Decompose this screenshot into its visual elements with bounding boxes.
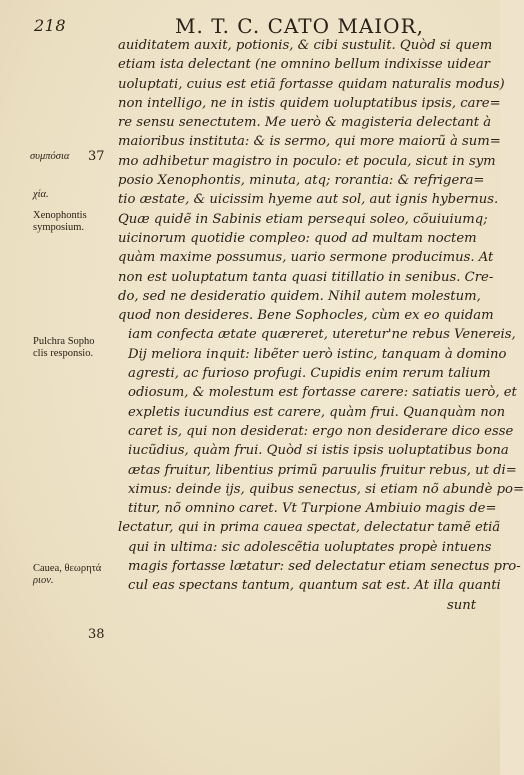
text-line: titur, nõ omnino caret. Vt Turpione Ambiuio magis de= bbox=[128, 501, 497, 517]
margin-number-37: 37 bbox=[88, 149, 105, 164]
text-line: quàm maxime possumus, uario sermone producimus. At bbox=[118, 250, 494, 266]
text-line: maioribus instituta: & is sermo, qui more maiorũ à sum= bbox=[118, 134, 501, 150]
text-line: qui in ultima: sic adolescẽtia uoluptates propè intuens bbox=[128, 539, 492, 555]
text-line: expletis iucundius est carere, quàm frui. Quanquàm non bbox=[128, 404, 506, 420]
text-line: ximus: deinde ijs, quibus senectus, si etiam nõ abundè po= bbox=[128, 481, 524, 497]
text-line: auiditatem auxit, potionis, & cibi sustulit. Quòd si quem bbox=[118, 38, 493, 53]
margin-note-cauea bbox=[33, 563, 101, 587]
text-line: quod non desideres. Bene Sophocles, cùm ex eo quidam bbox=[118, 308, 494, 324]
text-line: uicinorum quotidie compleo: quod ad multam noctem bbox=[118, 230, 477, 246]
text-line: lectatur, qui in prima cauea spectat, delectatur tamẽ etiã bbox=[118, 520, 501, 536]
text-line: Dij meliora inquit: libẽter uerò istinc, tanquam à domino bbox=[128, 346, 507, 362]
text-line: etiam ista delectant (ne omnino bellum indixisse uidear bbox=[118, 57, 490, 73]
text-line: posio Xenophontis, minuta, atq; rorantia: & refrigera= bbox=[118, 173, 485, 189]
text-line: re sensu senectutem. Me uerò & magisteria delectant à bbox=[118, 115, 492, 131]
text-line: Quæ quidẽ in Sabinis etiam persequi soleo, cõuiuiumq; bbox=[118, 211, 488, 227]
text-line: ætas fruitur, libentius primũ paruulis fruitur rebus, ut di= bbox=[128, 462, 517, 478]
margin-note-greek-chia bbox=[33, 189, 49, 201]
margin-note-xenophon bbox=[33, 210, 87, 234]
margin-note-greek-symposion bbox=[30, 151, 69, 163]
text-line: non intelligo, ne in istis quidem uoluptatibus ipsis, care= bbox=[118, 95, 501, 111]
margin-note-line: Cauea, θεωρητά bbox=[33, 563, 102, 574]
text-line: iucũdius, quàm frui. Quòd si istis ipsis uoluptatibus bona bbox=[128, 443, 509, 459]
margin-note-sophocles bbox=[33, 336, 95, 360]
text-line: mo adhibetur magistro in poculo: et pocula, sicut in sym bbox=[118, 153, 496, 169]
text-line: odiosum, & molestum est fortasse carere: satiatis uerò, et bbox=[128, 385, 517, 401]
text-line: uoluptati, cuius est etiã fortasse quidam naturalis modus) bbox=[118, 76, 505, 92]
text-line: iam confecta ætate quæreret, uteretur'ne rebus Venereis, bbox=[128, 327, 516, 343]
body-text bbox=[118, 36, 524, 615]
running-title: M. T. C. CATO MAIOR, bbox=[175, 14, 424, 38]
margin-note-line: χία. bbox=[33, 189, 49, 200]
margin-note-line: clis responsio. bbox=[33, 348, 94, 359]
text-line: magis fortasse lætatur: sed delectatur etiam senectus pro- bbox=[128, 559, 521, 575]
text-line: do, sed ne desideratio quidem. Nihil autem molestum, bbox=[118, 288, 481, 304]
margin-note-line: Xenophontis bbox=[33, 210, 87, 221]
margin-note-line: ριον. bbox=[33, 575, 54, 586]
margin-note-line: συμπόσια bbox=[30, 151, 70, 162]
text-line: caret is, qui non desiderat: ergo non desiderare dico esse bbox=[128, 423, 514, 439]
text-line: non est uoluptatum tanta quasi titillatio in senibus. Cre- bbox=[118, 269, 494, 285]
text-line: agresti, ac furioso profugi. Cupidis enim rerum talium bbox=[128, 366, 491, 382]
margin-note-line: symposium. bbox=[33, 222, 85, 233]
text-line-catchword: sunt bbox=[446, 597, 476, 613]
margin-note-line: Pulchra Sopho bbox=[33, 336, 95, 347]
text-line: tio æstate, & uicissim hyeme aut sol, aut ignis hybernus. bbox=[118, 192, 499, 208]
page-number: 218 bbox=[34, 16, 67, 35]
margin-number-38: 38 bbox=[88, 627, 105, 642]
text-line: cul eas spectans tantum, quantum sat est. At illa quanti bbox=[128, 578, 501, 594]
